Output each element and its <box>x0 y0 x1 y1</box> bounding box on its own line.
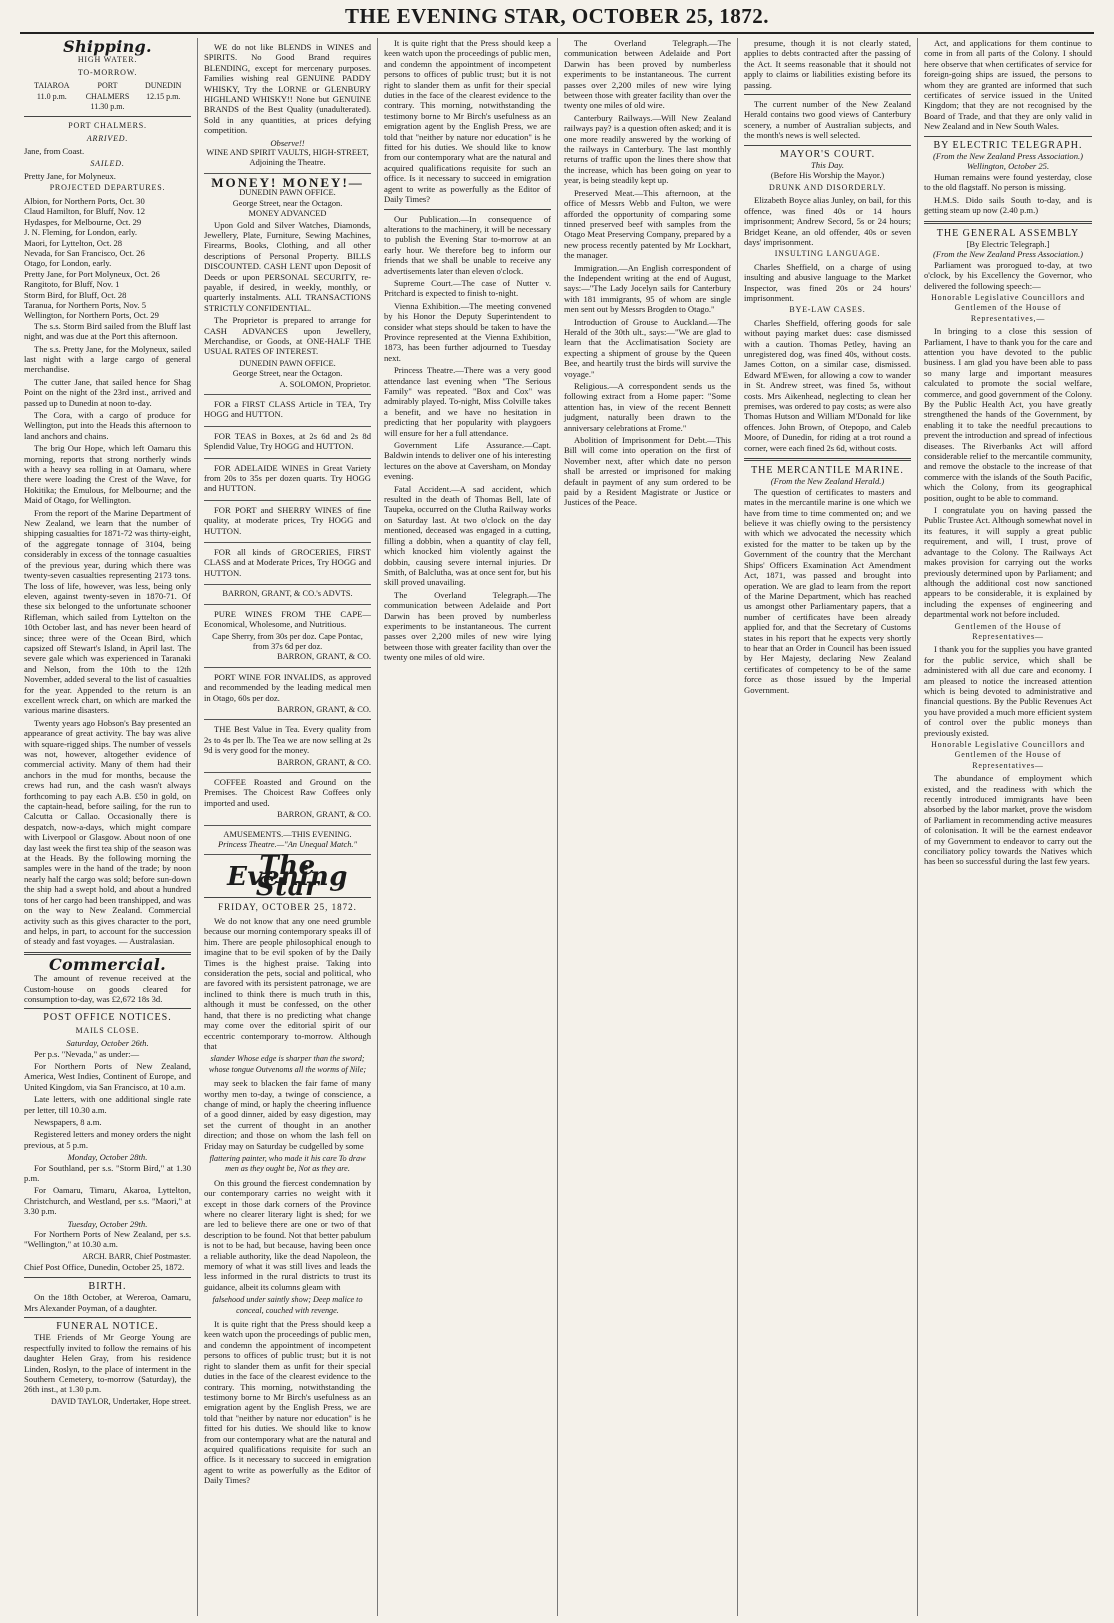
ad-text: THE Best Value in Tea. Every quality from 2s to 4s per lb. The Tea we are now selling at 2s 9d is very good for the money. <box>204 724 371 756</box>
ad-coffee <box>204 773 371 826</box>
news-item: Our Publication.—In consequence of alterations to the machinery, it will be necessary to publish the Evening Star to-morrow at an early hour. We therefore beg to inform our friends that we shall be unable to receive any advertisements later than eleven o'clock. <box>384 213 551 276</box>
court-subhead: INSULTING LANGUAGE. <box>774 249 881 259</box>
news-item: Supreme Court.—The case of Nutter v. Pritchard is expected to finish to-night. <box>384 277 551 299</box>
column-1 <box>18 38 198 1616</box>
news-item: Religious.—A correspondent sends us the following extract from a Home paper: "Some attention has, in view of the recent Bennett judgment, naturally been drawn to the anniversary celebrations at Frome." <box>564 381 731 433</box>
divider <box>924 221 1092 224</box>
mails-close-label: MAILS CLOSE. <box>75 1025 140 1035</box>
ad-headline: BARRON, GRANT, & CO.'s ADVTS. <box>222 589 353 599</box>
post-office-place: Chief Post Office, Dunedin, October 25, 1872. <box>24 1262 185 1273</box>
funeral-heading: FUNERAL NOTICE. <box>56 1320 159 1332</box>
ad-address: George Street, near the Octagon. <box>232 198 343 208</box>
commercial-text: The amount of revenue received at the Custom-house on goods cleared for consumption to-day, was £2,672 18s 3d. <box>24 973 191 1004</box>
news-item: The current number of the New Zealand Herald contains two good views of Canterbury scenery, a number of Australian subjects, and the month's news is well selected. <box>744 99 911 141</box>
assembly-heading: THE GENERAL ASSEMBLY <box>936 227 1080 239</box>
speech-paragraph: In bringing to a close this session of Parliament, I have to thank you for the care and attention you have devoted to the public business. I am glad you have been able to pass so many large and important measures calculated to promote the social welfare, commerce, and good government of the Colony. By the Public Health Act, you have greatly strengthened the hands of the Government, by enabling it to take the needful precautions to prevent the introduction and spread of infectious diseases. The Riverbanks Act will afford considerable relief to the mercantile community, and remove the obstacle to the increase of that commerce with the islands of the South Pacific, which the Colony, from its geographical position, ought to be able to command. <box>924 326 1092 503</box>
court-case: Charles Sheffield, on a charge of using insulting and abusive language to the Market Inspector, was fined 20s or 24 hours' imprisonment. <box>744 261 911 303</box>
departures-list <box>24 196 191 321</box>
shipping-paragraph: The Cora, with a cargo of produce for Wellington, put into the Heads this afternoon to land anchors and chains. <box>24 410 191 441</box>
speech-paragraph: The abundance of employment which existed, and the readiness with which the recently introduced immigrants have been absorbed by the labor market, prove the wisdom of Parliament in recommending active measures of colonisation. It will be the earnest endeavor of my Government to endeavor to carry out the conciliatory policy towards the Natives which has been so successful during the last few years. <box>924 773 1092 867</box>
divider <box>924 136 1092 137</box>
ad-observe: Observe!! <box>270 137 305 148</box>
ad-hogg-hutton <box>204 501 371 543</box>
mail-item: Late letters, with one additional single rate per letter, till 10.30 a.m. <box>24 1094 191 1115</box>
tide-place: TAIAROA <box>34 81 70 91</box>
ad-prices: Cape Sherry, from 30s per doz. Cape Pontac, from 37s 6d per doz. <box>212 631 363 651</box>
shipping-paragraph: The s.s. Storm Bird sailed from the Bluff last night, and was due at the Port this afternoon. <box>24 320 191 342</box>
news-item: Abolition of Imprisonment for Debt.—This Bill will come into operation on the first of November next, after which date no person shall be arrested or imprisoned for making default in payment of any sum ordered to be paid by a Resident Magistrate or Justice or Justices of the Peace. <box>564 435 731 508</box>
court-case: Elizabeth Boyce alias Junley, on bail, for this offence, was fined 40s or 14 hours imprisonment; Andrew Secord, 5s or 24 hours; Bridget Keane, an old offender, 40s or seven days' imprisonment. <box>744 195 911 247</box>
telegraph-item: Human remains were found yesterday, close to the old flagstaff. No person is missing. <box>924 171 1092 193</box>
divider <box>24 1317 191 1318</box>
tide-place: DUNEDIN <box>144 81 182 91</box>
shipping-paragraph: Twenty years ago Hobson's Bay presented an appearance of great activity. The bay was alive with square-rigged ships. The number of vessels was not, however, altogether evidence of commercial activity. Many of them had their anchors in the mud for months, because the crews had run, and the cash wasn't always forthcoming to pay each A.B. £50 in gold, on the captain-head, before sailing, for the run to Calcutta or Callao. Occasionally there is despatch, now-a-days, which might compare with Liverpool or Glasgow. About noon of one day last week the first tea ship of the season was at the Heads. By the following morning the samples were in the hand of the trade; by noon nearly half the cargo was sold; before sun-down the ship had a swept hold, and about a hundred tons of her cargo had been transhipped, and was on the way to New Zealand. Commercial activity such as this gives character to the port, and helps, in part, to account for the succession of steady and fast voyages. — Australasian. <box>24 717 191 947</box>
arrived-label: ARRIVED. <box>86 133 129 143</box>
news-item: Princess Theatre.—There was a very good attendance last evening when "The Serious Family" was repeated. "Box and Cox" was admirably played. To-night, Miss Colville takes a benefit, and we have no hesitation in predicting that her popularity with playgoers will ensure for her a full attendance. <box>384 365 551 438</box>
list-item: Rangitoto, for Bluff, Nov. 1 <box>24 279 120 290</box>
leader-quote: flattering painter, who made it his care To draw men as they ought be, Not as they are. <box>209 1153 366 1174</box>
leader-paragraph: On this ground the fiercest condemnation by our contemporary carries no weight with it except in those dark corners of the Province where no clearer literary light is shed; for we are led to believe there are one or two of that description to be found. Not that better pabulum is not to be had, but because, having been once a reliable authority, like the dead Napoleon, the memory of what it was still lives and leads the less informed in the rural districts to trust its guidance, albeit its columns gleam with <box>204 1177 371 1292</box>
ad-text: FOR TEAS in Boxes, at 2s 6d and 2s 8d Splendid Value, Try HOGG and HUTTON. <box>204 430 371 452</box>
list-item: Maori, for Lyttelton, Oct. 28 <box>24 237 123 248</box>
divider <box>744 145 911 146</box>
masthead <box>20 4 1094 30</box>
marine-continuation: Act, and applications for them continue to come in from all parts of the Colony. I should here observe that when certificates of service for foreign-going ships are issued, the persons to whom they are granted are informed that such certificates of service issued in the United Kingdom; that they are not recognised by the Board of Trade, and that they are only valid in New Zealand and in New South Wales. <box>924 38 1092 132</box>
mail-item: For Southland, per s.s. "Storm Bird," at 1.30 p.m. <box>24 1162 191 1184</box>
telegraph-item: H.M.S. Dido sails South to-day, and is getting steam up now (2.40 p.m.) <box>924 194 1092 216</box>
marine-heading: THE MERCANTILE MARINE. <box>751 465 904 477</box>
list-item: Albion, for Northern Ports, Oct. 30 <box>24 195 145 206</box>
leader-paragraph: may seek to blacken the fair fame of many worthy men to-day, a twinge of conscience, a change of mind, or haply the cheering influence of a good dinner, aided by easy digestion, may set the current of thought in an another direction; and those on whom the lash fell on Friday may on Saturday be cudgelled by some <box>204 1078 371 1151</box>
tide-time: 12.15 p.m. <box>146 91 181 101</box>
column-6 <box>918 38 1098 1616</box>
court-presiding: (Before His Worship the Mayor.) <box>770 170 885 181</box>
list-item: J. N. Fleming, for London, early. <box>24 227 138 238</box>
mail-item: For Northern Ports of New Zealand, America, West Indies, Continent of Europe, and United Kingdom, via San Francisco, at 10 a.m. <box>24 1060 191 1092</box>
leader-quote: slander Whose edge is sharper than the sword; whose tongue Outvenoms all the worms of Nile; <box>208 1054 367 1074</box>
list-item: Taranua, for Northern Ports, Nov. 5 <box>24 299 146 310</box>
list-item: Wellington, for Northern Ports, Oct. 29 <box>24 310 159 321</box>
news-item: The Overland Telegraph.—The communication between Adelaide and Port Darwin has been proved by numberless experiments to be instantaneous. The current passes over 2,200 miles of new wire lying between those with greater facility than over the twenty one miles of old wire. <box>564 38 731 111</box>
news-item: Immigration.—An English correspondent of the Independent writing at the end of August, says:—"The Lady Jocelyn sails for Canterbury with 181 immigrants, 95 of whom are single men sent out by Messrs Brogden to Otago." <box>564 262 731 315</box>
ad-pawn-office <box>204 174 371 395</box>
marine-text: The question of certificates to masters and mates in the mercantile marine is one which we have from time to time commented on; and we believe it was chiefly owing to the persistency with which we advocated the necessity which existed for the matter to be taken up by the Government of the country that the Merchant Ships' Officers Examination Act Amendment Act, 1871, was passed and brought into operation. We are glad to learn from the report of the Marine Department, which has reached us amongst other Parliamentary papers, that a number of certificates have been already applied for, and that the Secretary of Customs states in his report that he expects very shortly to hear that an Order in Council has been issued by Her Majesty, declaring New Zealand certificates of competency to be of the same force as those issued by the Imperial Government. <box>744 486 911 695</box>
column-2 <box>198 38 378 1616</box>
ad-tea <box>204 720 371 773</box>
leader-paragraph: It is quite right that the Press should keep a keen watch upon the proceedings of public men, and condemn the appointment of incompetent persons to offices of public trust; but it is not right to slander them as unfit for their special duties in the face of the clearest evidence to the contrary. This morning, notwithstanding the testimony borne to Mr Birch's usefulness as an emigration agent by the English Press, we are told that "neither by nature nor education" is he fitted for his duties. We should like to know from our contemporary what are the natural and acquired qualifications requisite for such an office. Is it necessary to succeed in emigration agent to write as powerfully as the Editor of Daily Times? <box>384 38 551 205</box>
postmaster-signature: ARCH. BARR, Chief Postmaster. <box>82 1251 191 1261</box>
ad-text: FOR ADELAIDE WINES in Great Variety from 20s to 35s per dozen quarts. Try HOGG and HUTTON. <box>204 462 371 494</box>
shipping-paragraph: The brig Our Hope, which left Oamaru this morning, reports that strong northerly winds with a heavy sea rolling in at Oamaru, where there were loading the Crest of the Wave, for Hokitika; the Emulous, for Melbourne; and the Maid of Otago, for Wellington. <box>24 443 191 506</box>
ad-barron-grant <box>204 585 371 604</box>
news-item: Vienna Exhibition.—The meeting convened by his Honor the Deputy Superintendent to consider what steps should be taken to have the Province represented at the Vienna Exhibition, 1873, has been further adjourned to Tuesday next. <box>384 300 551 363</box>
tide-cell <box>135 81 191 112</box>
assembly-sub: [By Electric Telegraph.] <box>966 238 1050 249</box>
news-item: Government Life Assurance.—Capt. Baldwin intends to deliver one of his interesting lectures on the above at Caversham, on Monday evening. <box>384 440 551 482</box>
mail-item: Monday, October 28th. <box>67 1152 148 1163</box>
mail-item: For Oamaru, Timaru, Akaroa, Lyttelton, Christchurch, and Westland, per s.s. "Maori," at 3.30 p.m. <box>24 1185 191 1217</box>
shipping-paragraph: From the report of the Marine Department of New Zealand, we learn that the number of shipping casualties for 1871-72 was thirty-eight, of the aggregate tonnage of 3104, being considerably in excess of the tonnage casualties of the previous year, during which there was twenty-seven casualties representing 2173 tons. The loss of life, however, was less, being only eleven, against twenty-seven in 1870-71. Of these six belonged to the unfortunate schooner Rifleman, which sailed from Lyttelton on the 10th October last, and has never been heard of since; three were of the Ocean Bird, which capsized off Stewart's Island, in April last. The severe gale which was experienced in Taranaki and Nelson, from the 10th to the 12th November, added several to the list of casualties for the year. Appended to the return is an excellent wreck chart, on which are marked the various marine disasters. <box>24 507 191 716</box>
masthead-title: THE EVENING STAR, OCTOBER 25, 1872. <box>345 4 769 28</box>
sailed-label: SAILED. <box>90 158 125 168</box>
speech-address: Gentlemen of the House of Representatives— <box>954 621 1062 641</box>
mail-item: Newspapers, 8 a.m. <box>34 1117 102 1127</box>
speech-paragraph: I congratulate you on having passed the Public Trustee Act. Although somewhat novel in its features, it will supply a great public requirement, and will, I trust, prove of advantage to the Colony. The Railways Act makes provision for carrying out the works previously determined upon by Parliament; and although the additional cost now sanctioned appears to be considerable, it is explained by including the expenses of engineering and departmental work not before included. <box>924 505 1092 620</box>
court-subhead: BYE-LAW CASES. <box>789 305 866 315</box>
ad-text: FOR PORT and SHERRY WINES of fine quality, at moderate prices, Try HOGG and HUTTON. <box>204 504 371 536</box>
sailed-text: Pretty Jane, for Molyneux. <box>24 171 116 182</box>
ad-address: George Street, near the Octagon. <box>232 369 343 379</box>
shipping-paragraph: The s.s. Pretty Jane, for the Molyneux, sailed last night with a large cargo of general merchandise. <box>24 343 191 375</box>
ad-hogg-hutton <box>204 427 371 459</box>
arrived-text: Jane, from Coast. <box>24 146 85 157</box>
ad-text: FOR all kinds of GROCERIES, FIRST CLASS and at Moderate Prices, Try HOGG and HUTTON. <box>204 547 371 578</box>
ad-hogg-hutton <box>204 395 371 427</box>
speech-address: Honorable Legislative Councillors and Gentlemen of the House of Representatives— <box>931 740 1085 770</box>
tide-cell <box>80 81 136 112</box>
news-item: The Overland Telegraph.—The communication between Adelaide and Port Darwin has been proved by numberless experiments to be instantaneous. The current passes over 2,200 miles of new wire lying between those with greater facility than over the twenty one miles of old wire. <box>384 589 551 663</box>
funeral-text: THE Friends of Mr George Young are respectfully invited to follow the remains of his daughter Helen Gray, from his residence Linden, Roslyn, to the place of interment in the Southern Cemetery, to-morrow (Saturday), the 26th inst., at 1.30 p.m. <box>24 1332 191 1395</box>
divider <box>744 458 911 461</box>
ad-text: Upon Gold and Silver Watches, Diamonds, Jewellery, Plate, Furniture, Sewing Machines, Firearms, Books, Clothing, and all other descriptions of Personal Property. BILLS DISCOUNTED. CASH LENT upon Deposit of Deeds or upon PERSONAL SECURITY, re-payable, if desired, in weekly, monthly, or quarterly instalments. ALL TRANSACTIONS STRICTLY CONFIDENTIAL. <box>204 219 371 313</box>
ad-text: Princess Theatre.—"An Unequal Match." <box>217 840 358 849</box>
ad-text: COFFEE Roasted and Ground on the Premises. The Choicest Raw Coffees only imported and used. <box>204 776 371 808</box>
ad-signature: BARRON, GRANT, & CO. <box>277 652 371 662</box>
ad-headline: AMUSEMENTS.—THIS EVENING. <box>223 829 352 839</box>
mayors-court-heading: MAYOR'S COURT. <box>779 148 876 160</box>
ad-cape-wines <box>204 605 371 668</box>
port-heading: PORT CHALMERS. <box>68 121 147 131</box>
newspaper-title: The Evening Star <box>227 851 348 903</box>
ad-hogg-hutton <box>204 543 371 585</box>
leader-quote: falsehood under saintly show; Deep malice to conceal, couched with revenge. <box>212 1295 363 1315</box>
assembly-source: (From the New Zealand Press Association.) <box>932 249 1084 260</box>
ad-signature: BARRON, GRANT, & CO. <box>277 704 371 714</box>
masthead-rule <box>20 32 1094 34</box>
ad-signature: A. SOLOMON, Proprietor. <box>279 379 371 389</box>
news-item: Introduction of Grouse to Auckland.—The Herald of the 30th ult., says:—"We are glad to learn that the Acclimatisation Society are expecting a shipment of grouse by the Queen Bee, and heartily trust the birds will survive the voyage." <box>564 316 731 379</box>
ad-address: WINE AND SPIRIT VAULTS, HIGH-STREET, Adjoining the Theatre. <box>206 148 369 168</box>
mail-item: For Northern Ports of New Zealand, per s.s. "Wellington," at 10.30 a.m. <box>24 1229 191 1250</box>
ad-business-name: DUNEDIN PAWN OFFICE. <box>239 188 336 198</box>
court-case: Charles Sheffield, offering goods for sale without paying market dues: case dismissed with a caution. Thomas Petley, having an unregistered dog, was fined 40s, without costs. James Cotton, on a similar case, dismissed. Edward M'Ewen, for allowing a cow to wander in St. Andrew street, was fined 5s, without costs. Mrs Aikenhead, neglecting to clean her premises, was ordered to pay costs; as were also Thomas Hutson and William M'Donald for like offences. John Brown, of Otepopo, and Caleb Moore, of Dunedin, for riding at a trot round a corner, were each fined 2s 6d, without costs. <box>744 317 911 453</box>
tide-place: PORT CHALMERS <box>85 81 130 101</box>
list-item: Pretty Jane, for Port Molyneux, Oct. 26 <box>24 268 160 279</box>
divider <box>24 1277 191 1278</box>
mail-item: Tuesday, October 29th. <box>67 1218 148 1229</box>
telegraph-heading: BY ELECTRIC TELEGRAPH. <box>933 139 1083 151</box>
list-item: Hydaspes, for Melbourne, Oct. 29 <box>24 216 142 227</box>
ad-text: PORT WINE FOR INVALIDS, as approved and recommended by the leading medical men in Otago, 60s per doz. <box>204 671 371 703</box>
court-date: This Day. <box>811 160 844 171</box>
mail-item: Per p.s. "Nevada," as under:— <box>34 1048 140 1059</box>
speech-paragraph: I thank you for the supplies you have granted for the public service, which shall be administered with all due care and economy. I am pleased to notice the increased attention which is being devoted to administrative and financial questions. By the Public Revenues Act you have provided a much more efficient system of control over the public moneys than previously existed. <box>924 644 1092 738</box>
news-item: Canterbury Railways.—Will New Zealand railways pay? is a question often asked; and it is one more readily answered by the working of the railways in Canterbury. The last monthly returns of traffic upon the lines there show that the increase, which has been going on year to year, is being steadily kept up. <box>564 112 731 186</box>
ad-text: FOR a FIRST CLASS Article in TEA, Try HOGG and HUTTON. <box>204 399 371 420</box>
mail-item: Registered letters and money orders the night previous, at 5 p.m. <box>24 1129 191 1150</box>
ad-hogg-hutton <box>204 459 371 501</box>
issue-date: FRIDAY, OCTOBER 25, 1872. <box>218 901 357 912</box>
court-subhead: DRUNK AND DISORDERLY. <box>769 182 886 192</box>
tomorrow-label: TO-MORROW. <box>77 67 138 77</box>
commercial-heading: Commercial. <box>48 954 166 974</box>
ad-signature: BARRON, GRANT, & CO. <box>277 757 371 767</box>
ad-headline: MONEY! MONEY!— <box>211 174 364 190</box>
news-item: presume, though it is not clearly stated, applies to debts contracted after the passing of the Act. It seems reasonable that it should not apply to claims or liabilities existing before its passing. <box>744 38 911 90</box>
news-item: Preserved Meat.—This afternoon, at the office of Messrs Webb and Fulton, we were afforded the opportunity of comparing some tinned preserved beef with samples from the Otago Meat Preserving Company, prepared by a new process recently patented by Mr Lockhart, the manager. <box>564 187 731 261</box>
telegraph-source: (From the New Zealand Press Association.) <box>932 151 1084 162</box>
ad-business-name: DUNEDIN PAWN OFFICE. <box>239 358 336 368</box>
list-item: Nevada, for San Francisco, Oct. 26 <box>24 247 145 258</box>
tide-table <box>24 81 191 112</box>
undertaker-signature: DAVID TAYLOR, Undertaker, Hope street. <box>51 1396 191 1406</box>
leader-paragraph: It is quite right that the Press should keep a keen watch upon the proceedings of public men, and condemn the appointment of incompetent persons to offices of public trust; but it is not right to slander them as unfit for their special duties in the face of the clearest evidence to the contrary. This morning, notwithstanding the testimony borne to Mr Birch's usefulness as an emigration agent by the English Press, we are told that "neither by nature nor education" is he fitted for his duties. We should like to know from our contemporary what are the natural and acquired qualifications requisite for such an office. Is it necessary to succeed in emigration agent to write as powerfully as the Editor of Daily Times? <box>204 1319 371 1486</box>
ad-text: WE do not like BLENDS in WINES and SPIRITS. No Good Brand requires BLENDING, except for mercenary purposes. Families wishing real GENUINE PADDY WHISKY, Try the LORNE or GLENBURY HIGHLAND WHISKY!! None but GENUINE BRANDS of the Best Quality (unadulterated). Sold in any quantities, at prices defying competition. <box>204 42 371 136</box>
divider <box>384 209 551 210</box>
birth-heading: BIRTH. <box>88 1280 127 1292</box>
column-3 <box>378 38 558 1616</box>
tide-time: 11.30 p.m. <box>90 102 125 112</box>
ad-port-wine <box>204 668 371 721</box>
shipping-paragraph: The cutter Jane, that sailed hence for Shag Point on the night of the 23rd inst., arrived and passed up to Dunedin at noon to-day. <box>24 376 191 408</box>
divider <box>744 94 911 95</box>
mail-item: Saturday, October 26th. <box>66 1038 149 1049</box>
shipping-heading: Shipping. <box>63 38 152 56</box>
tide-cell <box>24 81 80 112</box>
page-columns <box>18 38 1098 1616</box>
departures-label: PROJECTED DEPARTURES. <box>49 183 166 193</box>
column-5 <box>738 38 918 1616</box>
assembly-text: Parliament was prorogued to-day, at two o'clock, by his Excellency the Governor, who delivered the following speech:— <box>924 259 1092 291</box>
list-item: Claud Hamilton, for Bluff, Nov. 12 <box>24 206 146 217</box>
ad-text: PURE WINES FROM THE CAPE— Economical, Wholesome, and Nutritious. <box>204 608 371 630</box>
list-item: Storm Bird, for Bluff, Oct. 28 <box>24 289 127 300</box>
birth-text: On the 18th October, at Wereroa, Oamaru, Mrs Alexander Poyman, of a daughter. <box>24 1292 191 1313</box>
ad-blends <box>204 38 371 174</box>
post-office-heading: POST OFFICE NOTICES. <box>43 1012 172 1024</box>
tide-time: 11.0 p.m. <box>36 91 67 101</box>
ad-subhead: MONEY ADVANCED <box>248 209 327 219</box>
ad-text: The Proprietor is prepared to arrange for CASH ADVANCES upon Jewellery, Merchandise, or Goods, at ONE-HALF THE USUAL RATES OF INTEREST. <box>204 315 371 357</box>
marine-source: (From the New Zealand Herald.) <box>770 476 885 487</box>
column-4 <box>558 38 738 1616</box>
speech-address: Honorable Legislative Councillors and Gentlemen of the House of Representatives,— <box>931 292 1085 323</box>
leader-paragraph: We do not know that any one need grumble because our morning contemporary speaks ill of him. There are people philosophical enough to imagine that to be evil spoken of by the Daily Times is the highest praise. Taking into consideration the pets, social and political, who are favored with its persistent patronage, we are inclined to think there is much truth in this, although it must be confessed, on the other hand, that there is no predicting what change may come over the editorial spirit of our eccentric contemporary to-morrow. Although that <box>204 916 371 1051</box>
ad-signature: BARRON, GRANT, & CO. <box>277 810 371 820</box>
list-item: Otago, for London, early. <box>24 258 112 269</box>
divider <box>24 1008 191 1009</box>
divider <box>24 116 191 117</box>
news-item: Fatal Accident.—A sad accident, which resulted in the death of Thomas Bell, late of Taupeka, occurred on the Clutha Railway works on Saturday last. At two o'clock on the day mentioned, deceased was engaged in a cutting, filling a dobbin, when a quantity of clay fell, which knocked him violently against the dobbin, causing severe internal injuries. Dr Smith, of Balclutha, was at once sent for, but his skill proved unavailing. <box>384 483 551 588</box>
high-water-label: HIGH WATER. <box>77 55 138 65</box>
telegraph-dateline: Wellington, October 25. <box>966 161 1050 172</box>
